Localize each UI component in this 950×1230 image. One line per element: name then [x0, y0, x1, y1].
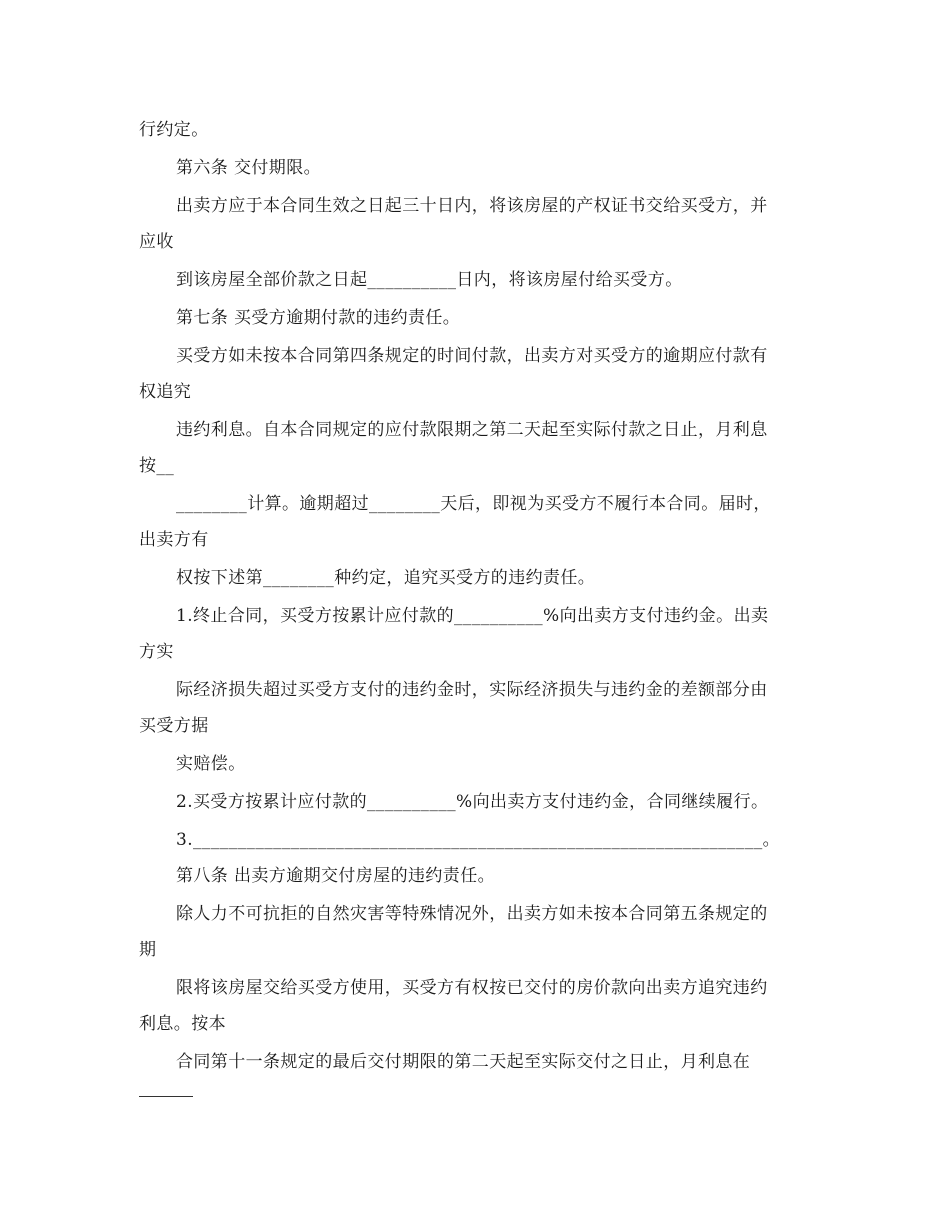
- text-line: 际经济损失超过买受方支付的违约金时，实际经济损失与违约金的差额部分由: [176, 680, 768, 700]
- text-line: 买受方据: [139, 716, 209, 736]
- text-line: 权按下述第________种约定，追究买受方的违约责任。: [176, 568, 596, 588]
- text-line: 应收: [139, 232, 174, 252]
- text-line: 2.买受方按累计应付款的__________%向出卖方支付违约金，合同继续履行。: [176, 792, 769, 812]
- text-line: 实赔偿。: [176, 754, 246, 774]
- text-line: 期: [139, 940, 157, 960]
- text-line: 合同第十一条规定的最后交付期限的第二天起至实际交付之日止，月利息在: [176, 1052, 751, 1072]
- text-line: 违约利息。自本合同规定的应付款限期之第二天起至实际付款之日止，月利息: [176, 420, 768, 440]
- text-line: 1.终止合同，买受方按累计应付款的__________%向出卖方支付违约金。出卖: [176, 606, 769, 626]
- text-line: 到该房屋全部价款之日起__________日内，将该房屋付给买受方。: [176, 270, 683, 290]
- text-line: 出卖方应于本合同生效之日起三十日内，将该房屋的产权证书交给买受方，并: [176, 196, 768, 216]
- text-line: 第七条 买受方逾期付款的违约责任。: [176, 308, 461, 328]
- text-line: 出卖方有: [139, 530, 209, 550]
- text-line: ________计算。逾期超过________天后，即视为买受方不履行本合同。届时，: [176, 494, 771, 514]
- text-line: 除人力不可抗拒的自然灾害等特殊情况外，出卖方如未按本合同第五条规定的: [176, 904, 768, 924]
- text-line: 限将该房屋交给买受方使用，买受方有权按已交付的房价款向出卖方追究违约: [176, 978, 768, 998]
- text-line: 第六条 交付期限。: [176, 158, 322, 178]
- text-line: 3.________________________________________________________________。: [176, 830, 781, 850]
- text-line: 方实: [139, 642, 174, 662]
- text-line: 行约定。: [139, 120, 209, 140]
- text-line: 第八条 出卖方逾期交付房屋的违约责任。: [176, 866, 496, 886]
- text-line: 买受方如未按本合同第四条规定的时间付款，出卖方对买受方的逾期应付款有: [176, 346, 768, 366]
- text-line: 利息。按本: [139, 1014, 226, 1034]
- text-line: 按__: [139, 456, 175, 476]
- blank-fill-rule: [139, 1096, 193, 1097]
- text-line: 权追究: [139, 382, 192, 402]
